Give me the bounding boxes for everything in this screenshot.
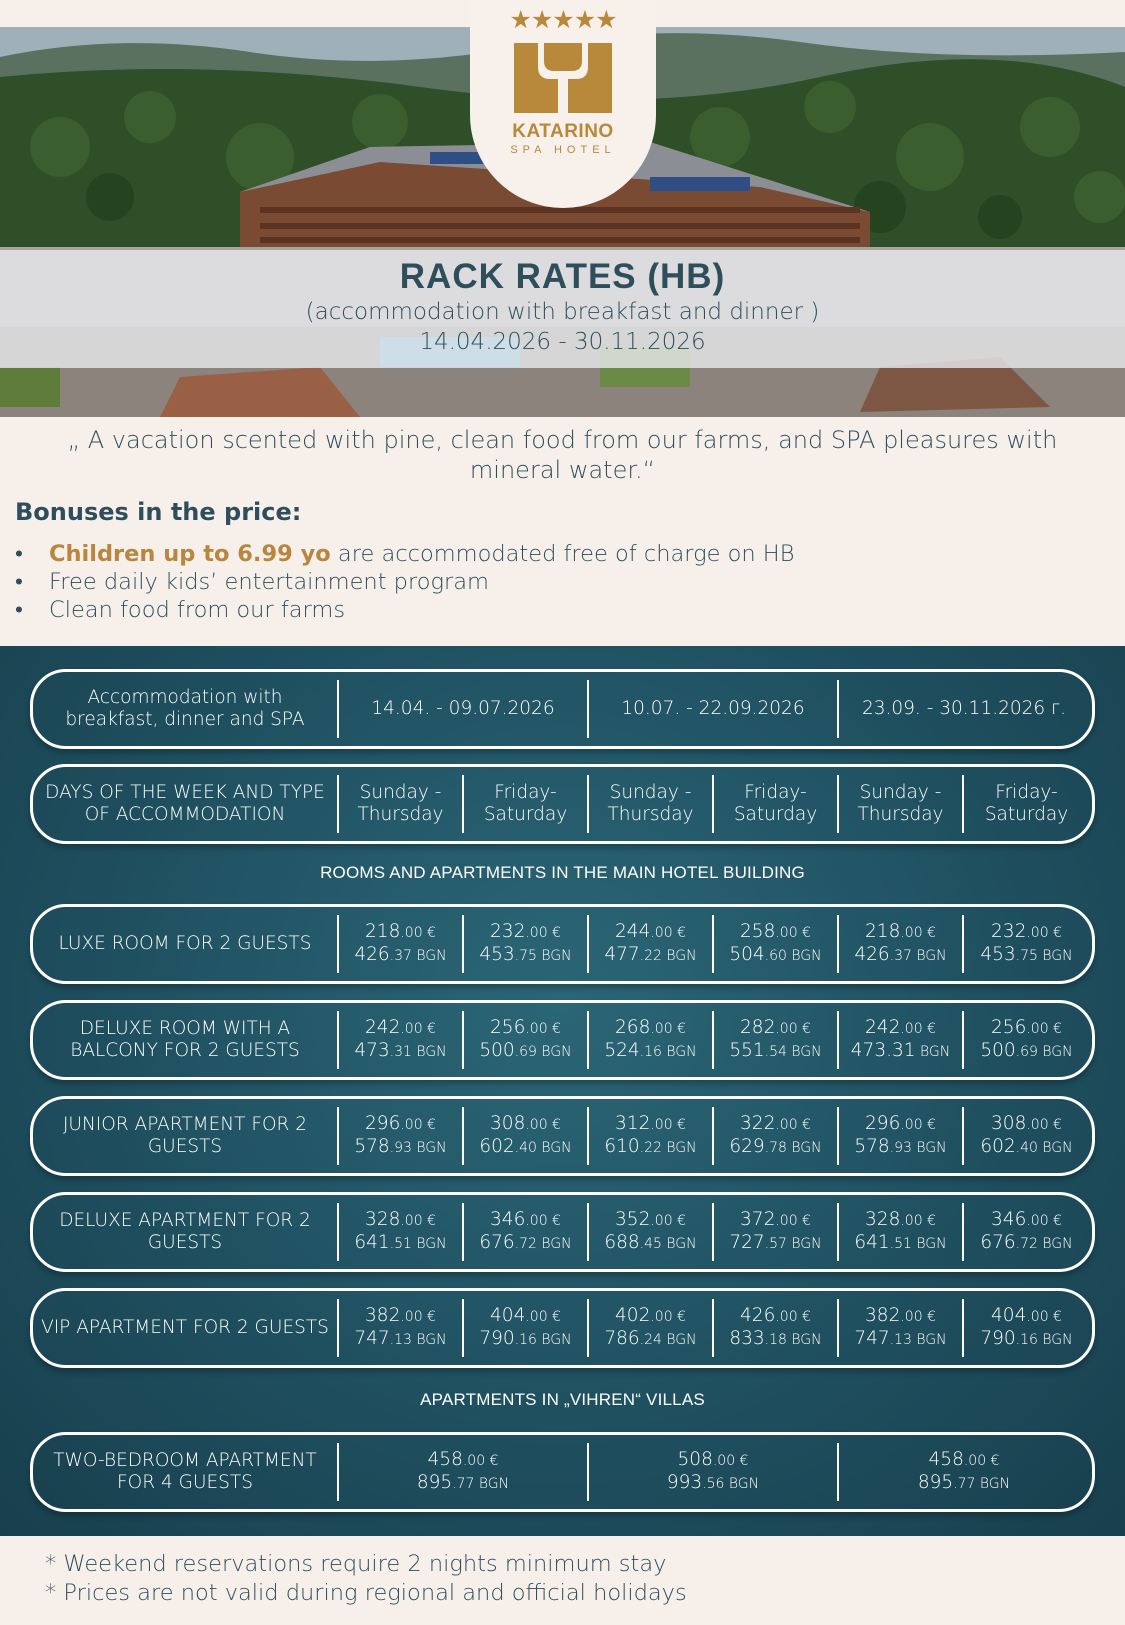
room-name: JUNIOR APARTMENT FOR 2 GUESTS bbox=[62, 1114, 308, 1157]
price-eur: 296 bbox=[365, 1113, 401, 1134]
price-eur: 352 bbox=[615, 1209, 651, 1230]
room-price-cell: 322.00 € 629.78 BGN bbox=[712, 1107, 837, 1165]
price-bgn: 453 bbox=[980, 944, 1016, 965]
bullet-icon: • bbox=[15, 569, 23, 595]
list-item bbox=[15, 568, 794, 596]
price-eur: 328 bbox=[865, 1209, 901, 1230]
bonuses-heading: Bonuses in the price: bbox=[15, 498, 302, 526]
room-price-cell: 312.00 € 610.22 BGN bbox=[587, 1107, 712, 1165]
price-eur: 402 bbox=[615, 1305, 651, 1326]
price-bgn: 786 bbox=[604, 1328, 640, 1349]
room-row bbox=[30, 1096, 1095, 1176]
room-name: VIP APARTMENT FOR 2 GUESTS bbox=[41, 1317, 329, 1338]
price-bgn: 426 bbox=[354, 944, 390, 965]
room-price-cell: 296.00 € 578.93 BGN bbox=[837, 1107, 962, 1165]
room-price-cell: 218.00 € 426.37 BGN bbox=[337, 915, 462, 973]
price-eur: 218 bbox=[865, 921, 901, 942]
price-eur: 382 bbox=[865, 1305, 901, 1326]
page-subtitle: (accommodation with breakfast and dinner ) bbox=[305, 299, 820, 325]
room-price-cell: 372.00 € 727.57 BGN bbox=[712, 1203, 837, 1261]
room-price-cell: 382.00 € 747.13 BGN bbox=[337, 1299, 462, 1357]
main-building-section-title: ROOMS AND APARTMENTS IN THE MAIN HOTEL BUILDING bbox=[320, 863, 805, 882]
price-eur: 242 bbox=[365, 1017, 401, 1038]
price-eur: 312 bbox=[615, 1113, 651, 1134]
periods-label: Accommodation with breakfast, dinner and SPA bbox=[65, 687, 305, 730]
bonus-text: are accommodated free of charge on HB bbox=[330, 541, 795, 567]
validity-dates: 14.04.2026 - 30.11.2026 bbox=[419, 329, 706, 355]
price-bgn: 727 bbox=[729, 1232, 765, 1253]
period-1: 14.04. - 09.07.2026 bbox=[337, 680, 587, 738]
room-price-cell: 404.00 € 790.16 BGN bbox=[462, 1299, 587, 1357]
list-item bbox=[15, 596, 794, 624]
room-price-cell: 282.00 € 551.54 BGN bbox=[712, 1011, 837, 1069]
room-name: LUXE ROOM FOR 2 GUESTS bbox=[58, 933, 312, 954]
price-eur: 382 bbox=[365, 1305, 401, 1326]
price-eur: 308 bbox=[490, 1113, 526, 1134]
price-eur: 268 bbox=[615, 1017, 651, 1038]
price-bgn: 747 bbox=[354, 1328, 390, 1349]
room-price-cell: 256.00 € 500.69 BGN bbox=[962, 1011, 1089, 1069]
logo-brand-name: KATARINO bbox=[512, 121, 614, 142]
price-bgn: 551 bbox=[729, 1040, 765, 1061]
room-price-cell: 352.00 € 688.45 BGN bbox=[587, 1203, 712, 1261]
villa-price-2: 508.00 € 993.56 BGN bbox=[587, 1443, 837, 1501]
room-price-cell: 404.00 € 790.16 BGN bbox=[962, 1299, 1089, 1357]
price-bgn: 790 bbox=[479, 1328, 515, 1349]
room-price-cell: 258.00 € 504.60 BGN bbox=[712, 915, 837, 973]
bullet-icon: • bbox=[15, 541, 23, 567]
room-price-cell: 242.00 € 473.31 BGN bbox=[837, 1011, 962, 1069]
price-eur: 426 bbox=[740, 1305, 776, 1326]
day-type-2: Friday- Saturday bbox=[462, 775, 587, 833]
price-eur: 256 bbox=[490, 1017, 526, 1038]
logo-subtitle: SPA HOTEL bbox=[510, 144, 616, 156]
price-bgn: 688 bbox=[604, 1232, 640, 1253]
price-eur: 232 bbox=[490, 921, 526, 942]
price-eur: 322 bbox=[740, 1113, 776, 1134]
room-price-cell: 308.00 € 602.40 BGN bbox=[462, 1107, 587, 1165]
room-name: DELUXE ROOM WITH A BALCONY FOR 2 GUESTS bbox=[70, 1018, 300, 1061]
price-eur: 242 bbox=[865, 1017, 901, 1038]
price-eur: 232 bbox=[991, 921, 1027, 942]
price-eur: 404 bbox=[490, 1305, 526, 1326]
price-bgn: 500 bbox=[479, 1040, 515, 1061]
day-type-4: Friday- Saturday bbox=[712, 775, 837, 833]
villa-row bbox=[30, 1432, 1095, 1512]
price-bgn: 578 bbox=[354, 1136, 390, 1157]
villa-price-1: 458.00 € 895.77 BGN bbox=[337, 1443, 587, 1501]
price-bgn: 790 bbox=[980, 1328, 1016, 1349]
price-bgn: 641 bbox=[854, 1232, 890, 1253]
day-type-3: Sunday - Thursday bbox=[587, 775, 712, 833]
room-name: DELUXE APARTMENT FOR 2 GUESTS bbox=[59, 1210, 311, 1253]
price-eur: 346 bbox=[490, 1209, 526, 1230]
day-type-5: Sunday - Thursday bbox=[837, 775, 962, 833]
days-row bbox=[30, 764, 1095, 844]
footnotes bbox=[45, 1550, 687, 1608]
room-price-cell: 402.00 € 786.24 BGN bbox=[587, 1299, 712, 1357]
price-bgn: 578 bbox=[854, 1136, 890, 1157]
price-bgn: 453 bbox=[479, 944, 515, 965]
hotel-logo bbox=[470, 0, 656, 208]
price-eur: 258 bbox=[740, 921, 776, 942]
price-bgn: 500 bbox=[980, 1040, 1016, 1061]
villa-price-3: 458.00 € 895.77 BGN bbox=[837, 1443, 1089, 1501]
price-eur: 296 bbox=[865, 1113, 901, 1134]
price-eur: 308 bbox=[991, 1113, 1027, 1134]
page-title: RACK RATES (HB) bbox=[399, 257, 726, 296]
period-3: 23.09. - 30.11.2026 г. bbox=[837, 680, 1089, 738]
room-price-cell: 308.00 € 602.40 BGN bbox=[962, 1107, 1089, 1165]
price-bgn: 477 bbox=[604, 944, 640, 965]
room-price-cell: 328.00 € 641.51 BGN bbox=[837, 1203, 962, 1261]
bullet-icon: • bbox=[15, 597, 23, 623]
room-price-cell: 328.00 € 641.51 BGN bbox=[337, 1203, 462, 1261]
price-bgn: 504 bbox=[729, 944, 765, 965]
price-bgn: 747 bbox=[854, 1328, 890, 1349]
room-price-cell: 346.00 € 676.72 BGN bbox=[462, 1203, 587, 1261]
periods-row bbox=[30, 669, 1095, 749]
slogan-quote: „ A vacation scented with pine, clean food from our farms, and SPA pleasures with mineral water.“ bbox=[67, 426, 1058, 484]
price-bgn: 641 bbox=[354, 1232, 390, 1253]
room-price-cell: 242.00 € 473.31 BGN bbox=[337, 1011, 462, 1069]
days-label: DAYS OF THE WEEK AND TYPE OF ACCOMMODATION bbox=[45, 782, 325, 825]
bonus-text: Clean food from our farms bbox=[49, 597, 346, 623]
room-price-cell: 426.00 € 833.18 BGN bbox=[712, 1299, 837, 1357]
katarino-emblem-icon bbox=[510, 39, 616, 113]
villa-name: TWO-BEDROOM APARTMENT FOR 4 GUESTS bbox=[53, 1450, 317, 1493]
rates-panel bbox=[0, 646, 1125, 1536]
day-type-6: Friday- Saturday bbox=[962, 775, 1089, 833]
room-price-cell: 244.00 € 477.22 BGN bbox=[587, 915, 712, 973]
room-price-cell: 256.00 € 500.69 BGN bbox=[462, 1011, 587, 1069]
price-eur: 256 bbox=[991, 1017, 1027, 1038]
room-row bbox=[30, 904, 1095, 984]
price-eur: 282 bbox=[740, 1017, 776, 1038]
price-eur: 372 bbox=[740, 1209, 776, 1230]
room-price-cell: 268.00 € 524.16 BGN bbox=[587, 1011, 712, 1069]
star-rating-icon: ★★★★★ bbox=[509, 5, 617, 34]
price-bgn: 473 bbox=[354, 1040, 390, 1061]
price-bgn: 676 bbox=[479, 1232, 515, 1253]
room-row bbox=[30, 1288, 1095, 1368]
room-price-cell: 218.00 € 426.37 BGN bbox=[837, 915, 962, 973]
footnote-holidays: * Prices are not valid during regional and official holidays bbox=[45, 1580, 687, 1606]
price-bgn: 629 bbox=[729, 1136, 765, 1157]
footnote-min-stay: * Weekend reservations require 2 nights minimum stay bbox=[45, 1551, 667, 1577]
price-bgn: 602 bbox=[980, 1136, 1016, 1157]
price-bgn: 473.31 bbox=[850, 1040, 916, 1061]
price-bgn: 676 bbox=[980, 1232, 1016, 1253]
price-eur: 244 bbox=[615, 921, 651, 942]
bonus-text: Free daily kids’ entertainment program bbox=[49, 569, 489, 595]
price-bgn: 833 bbox=[729, 1328, 765, 1349]
price-eur: 328 bbox=[365, 1209, 401, 1230]
room-price-cell: 296.00 € 578.93 BGN bbox=[337, 1107, 462, 1165]
price-eur: 218 bbox=[365, 921, 401, 942]
room-row bbox=[30, 1192, 1095, 1272]
price-bgn: 602 bbox=[479, 1136, 515, 1157]
room-price-cell: 382.00 € 747.13 BGN bbox=[837, 1299, 962, 1357]
room-row bbox=[30, 1000, 1095, 1080]
period-2: 10.07. - 22.09.2026 bbox=[587, 680, 837, 738]
price-eur: 404 bbox=[991, 1305, 1027, 1326]
title-band bbox=[0, 250, 1125, 368]
price-bgn: 524 bbox=[604, 1040, 640, 1061]
room-price-cell: 232.00 € 453.75 BGN bbox=[462, 915, 587, 973]
day-type-1: Sunday - Thursday bbox=[337, 775, 462, 833]
room-price-cell: 346.00 € 676.72 BGN bbox=[962, 1203, 1089, 1261]
price-bgn: 426 bbox=[854, 944, 890, 965]
price-bgn: 610 bbox=[604, 1136, 640, 1157]
bonuses-list bbox=[15, 540, 794, 624]
bonus-highlight: Children up to 6.99 yo bbox=[49, 541, 331, 567]
room-price-cell: 232.00 € 453.75 BGN bbox=[962, 915, 1089, 973]
villas-section-title: APARTMENTS IN „VIHREN“ VILLAS bbox=[420, 1390, 705, 1409]
list-item bbox=[15, 540, 794, 568]
price-eur: 346 bbox=[991, 1209, 1027, 1230]
